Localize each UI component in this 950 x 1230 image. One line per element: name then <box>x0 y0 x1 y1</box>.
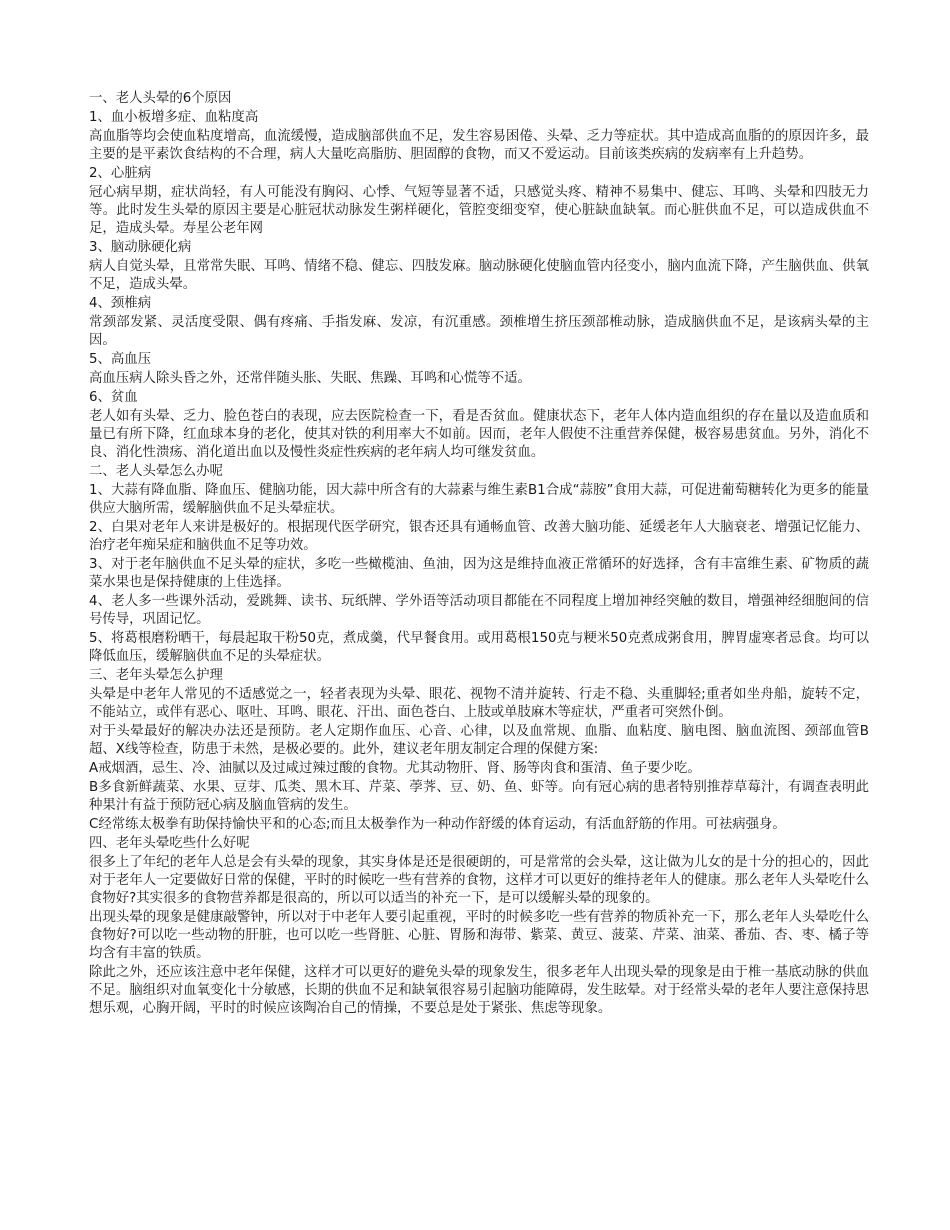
paragraph: B多食新鲜蔬菜、水果、豆芽、瓜类、黑木耳、芹菜、荸荠、豆、奶、鱼、虾等。向有冠心病的患者特别推荐草莓汁，有调查表明此种果汁有益于预防冠心病及脑血管病的发生。 <box>89 780 869 813</box>
paragraph: 3、对于老年脑供血不足头晕的症状，多吃一些橄榄油、鱼油，因为这是维持血液正常循环的好选择，含有丰富维生素、矿物质的蔬菜水果也是保持健康的上佳选择。 <box>89 557 869 590</box>
paragraph: 对于头晕最好的解决办法还是预防。老人定期作血压、心音、心律，以及血常规、血脂、血粘度、脑电图、脑血流图、颈部血管B超、X线等检查，防患于未然，是极必要的。此外，建议老年朋友制定合理的保健方案: <box>89 724 869 757</box>
subsection-heading: 3、脑动脉硬化病 <box>89 240 192 255</box>
paragraph: 5、将葛根磨粉晒干，每晨起取干粉50克，煮成羹，代早餐食用。或用葛根150克与粳米50克煮成粥食用，脾胃虚寒者忌食。均可以降低血压，缓解脑供血不足的头晕症状。 <box>89 631 869 664</box>
section-heading: 二、老人头晕怎么办呢 <box>89 464 223 479</box>
paragraph: 很多上了年纪的老年人总是会有头晕的现象，其实身体是还是很硬朗的，可是常常的会头晕，这让做为儿女的是十分的担心的，因此对于老年人一定要做好日常的保健，平时的时候吃一些有营养的食物，这样才可以更好的维持老年人的健康。那么老年人头晕吃什么食物好?其实很多的食物营养都是很高的，所以可以适当的补充一下，是可以缓解头晕的现象的。 <box>89 855 869 906</box>
paragraph: C经常练太极拳有助保持愉快平和的心态;而且太极拳作为一种动作舒缓的体育运动，有活血舒筋的作用。可祛病强身。 <box>89 817 786 832</box>
subsection-heading: 5、高血压 <box>89 352 152 367</box>
paragraph: 2、白果对老年人来讲是极好的。根据现代医学研究，银杏还具有通畅血管、改善大脑功能、延缓老年人大脑衰老、增强记忆能力、治疗老年痴呆症和脑供血不足等功效。 <box>89 520 869 553</box>
document-body <box>89 90 869 1019</box>
paragraph: 老人如有头晕、乏力、脸色苍白的表现，应去医院检查一下，看是否贫血。健康状态下，老年人体内造血组织的存在量以及造血质和量已有所下降，红血球本身的老化，使其对铁的利用率大不如前。因而，老年人假使不注重营养保健，极容易患贫血。另外，消化不良、消化性溃疡、消化道出血以及慢性炎症性疾病的老年病人均可继发贫血。 <box>89 409 869 460</box>
paragraph: A戒烟酒，忌生、冷、油腻以及过咸过辣过酸的食物。尤其动物肝、肾、肠等肉食和蛋清、鱼子要少吃。 <box>89 761 701 776</box>
paragraph: 1、大蒜有降血脂、降血压、健脑功能，因大蒜中所含有的大蒜素与维生素B1合成“蒜胺”食用大蒜，可促进葡萄糖转化为更多的能量供应大脑所需，缓解脑供血不足头晕症状。 <box>89 483 869 516</box>
paragraph: 除此之外，还应该注意中老年保健，这样才可以更好的避免头晕的现象发生，很多老年人出现头晕的现象是由于椎一基底动脉的供血不足。脑组织对血氧变化十分敏感，长期的供血不足和缺氧很容易引起脑功能障碍，发生眩晕。对于经常头晕的老年人要注意保持思想乐观，心胸开阔，平时的时候应该陶冶自己的情操，不要总是处于紧张、焦虑等现象。 <box>89 965 869 1016</box>
paragraph: 病人自觉头晕，且常常失眠、耳鸣、情绪不稳、健忘、四肢发麻。脑动脉硬化使脑血管内径变小，脑内血流下降，产生脑供血、供氧不足，造成头晕。 <box>89 259 869 292</box>
subsection-heading: 4、颈椎病 <box>89 296 152 311</box>
paragraph: 出现头晕的现象是健康敲警钟，所以对于中老年人要引起重视，平时的时候多吃一些有营养的物质补充一下，那么老年人头晕吃什么食物好?可以吃一些动物的肝脏，也可以吃一些肾脏、心脏、胃肠和海带、紫菜、黄豆、菠菜、芹菜、油菜、番茄、杏、枣、橘子等均含有丰富的铁质。 <box>89 910 869 961</box>
paragraph: 冠心病早期，症状尚轻，有人可能没有胸闷、心悸、气短等显著不适，只感觉头疼、精神不易集中、健忘、耳鸣、头晕和四肢无力等。此时发生头晕的原因主要是心脏冠状动脉发生粥样硬化，管腔变细变窄，使心脏缺血缺氧。而心脏供血不足，可以造成供血不足，造成头晕。寿星公老年网 <box>89 185 869 236</box>
subsection-heading: 2、心脏病 <box>89 166 152 181</box>
paragraph: 常颈部发紧、灵活度受限、偶有疼痛、手指发麻、发凉，有沉重感。颈椎增生挤压颈部椎动脉，造成脑供血不足，是该病头晕的主因。 <box>89 315 869 348</box>
subsection-heading: 6、贫血 <box>89 390 138 405</box>
paragraph: 高血脂等均会使血粘度增高，血流缓慢，造成脑部供血不足，发生容易困倦、头晕、乏力等症状。其中造成高血脂的的原因许多，最主要的是平素饮食结构的不合理，病人大量吃高脂肪、胆固醇的食物，而又不爱运动。目前该类疾病的发病率有上升趋势。 <box>89 129 869 162</box>
section-heading: 四、老年头晕吃些什么好呢 <box>89 836 250 851</box>
paragraph: 头晕是中老年人常见的不适感觉之一，轻者表现为头晕、眼花、视物不清并旋转、行走不稳、头重脚轻;重者如坐舟船，旋转不定，不能站立，或伴有恶心、呕吐、耳鸣、眼花、汗出、面色苍白、上肢或单肢麻木等症状，严重者可突然仆倒。 <box>89 687 869 720</box>
subsection-heading: 1、血小板增多症、血粘度高 <box>89 110 259 125</box>
paragraph: 4、老人多一些课外活动，爱跳舞、读书、玩纸牌、学外语等活动项目都能在不同程度上增加神经突触的数目，增强神经细胞间的信号传导，巩固记忆。 <box>89 594 869 627</box>
section-heading: 一、老人头晕的6个原因 <box>89 91 232 106</box>
section-heading: 三、老年头晕怎么护理 <box>89 668 223 683</box>
paragraph: 高血压病人除头昏之外，还常伴随头胀、失眠、焦躁、耳鸣和心慌等不适。 <box>89 371 531 386</box>
